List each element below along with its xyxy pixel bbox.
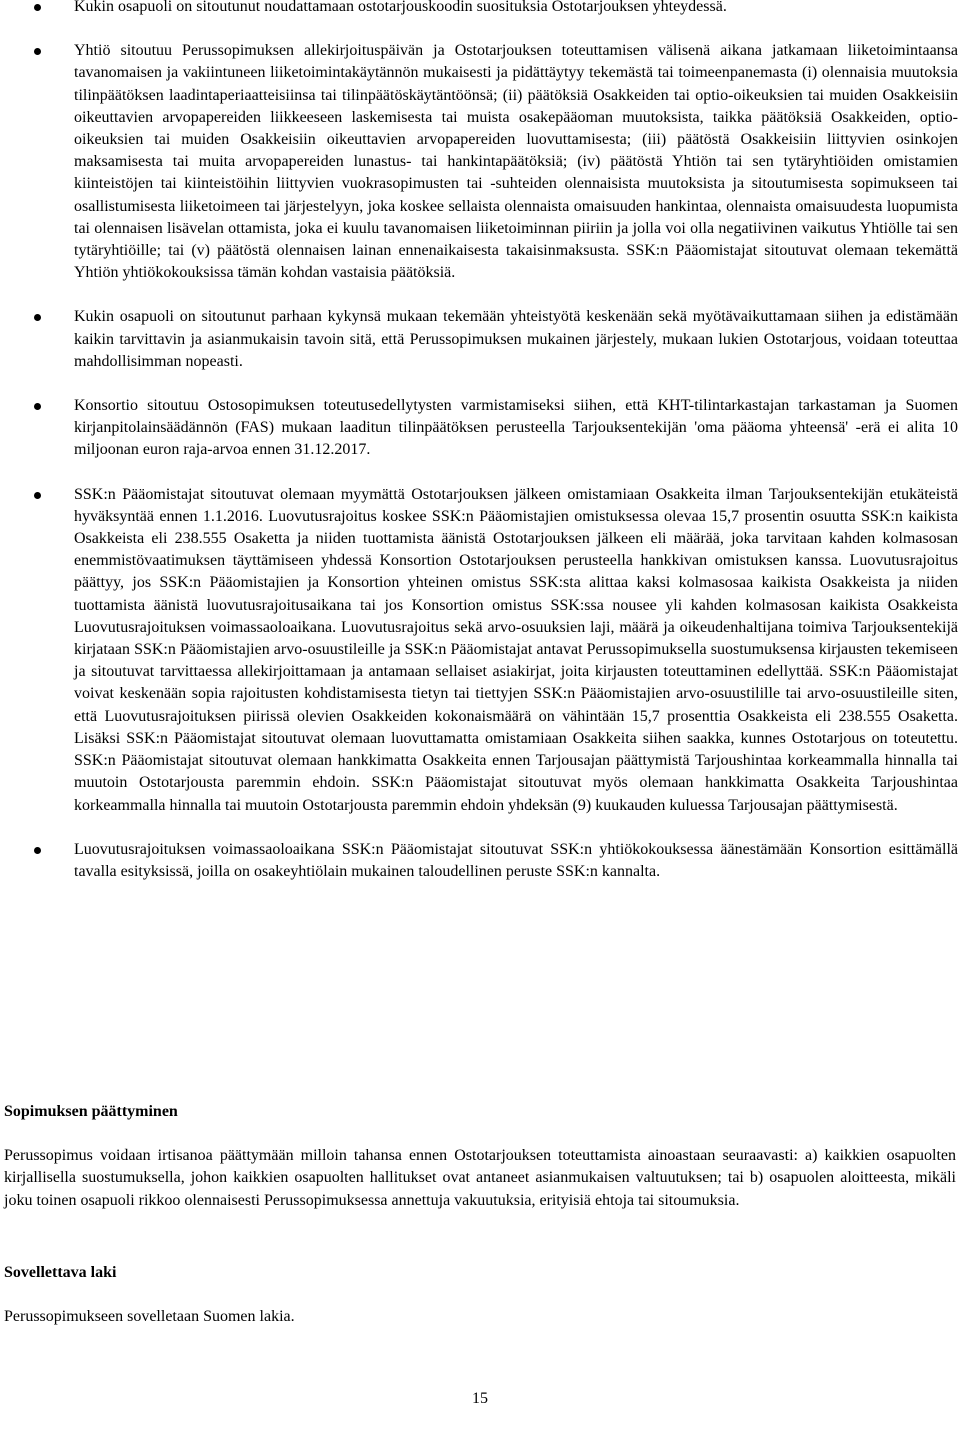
section-governing-law [4,1262,956,1328]
bullet-dot-icon [34,847,41,854]
bullet-dot-icon [34,492,41,499]
bullet-item [0,306,960,373]
section-heading: Sovellettava laki [4,1264,117,1281]
bullet-text: Yhtiö sitoutuu Perussopimuksen allekirjoituspäivän ja Ostotarjouksen toteuttamisen välisenä aikana jatkamaan liiketoimintaansa tavanomaisen ja vakiintuneen liiketoimintakäytännön mukaisesti ja pidättäytyy tekemästä tai toimeenpanemasta (i) olennaisia muutoksia tilinpäätöksen laadintaperiaatteisiinsa tai tilinpäätöskäytäntöönsä; (ii) päätöksiä Osakkeiden tai optio-oikeuksien tai muiden Osakkeisiin oikeuttavien arvopapereiden liikkeeseen laskemisesta tai muista osakepääoman muutoksista, taikka päätöksiä Osakkeiden, optio-oikeuksien tai muiden Osakkeisiin oikeuttavien arvopapereiden luovuttamisesta; (iii) päätöstä Osakkeisiin liittyvien osinkojen maksamisesta tai muita arvopapereiden lunastus- tai hankintapäätöksiä; (iv) päätöstä Yhtiön tai sen tytäryhtiöiden omistamien kiinteistöjen tai kiinteistöihin liittyvien vuokrasopimusten tai -suhteiden olennaisista muutoksista ja sitoutumisesta sopimukseen tai osallistumisesta liiketoimeen tai järjestelyyn, joka koskee sellaista olennaista omaisuuden hankintaa, olennaista omaisuudesta luopumista tai olennaisen lisävelan ottamista, joka ei kuulu tavanomaisen liiketoiminnan piiriin ja jolla voi olla negatiivinen vaikutus Yhtiölle tai sen tytäryhtiöille; tai (v) päätöstä olennaisen lainan ennenaikaisesta takaisinmaksusta. SSK:n Pääomistajat sitoutuvat olemaan tekemättä Yhtiön yhtiökokouksissa tämän kohdan vastaisia päätöksiä. [74,42,958,282]
bullet-text: Luovutusrajoituksen voimassaoloaikana SSK:n Pääomistajat sitoutuvat SSK:n yhtiökokouksessa äänestämään Konsortion esittämällä tavalla esityksissä, joilla on osakeyhtiölain mukainen taloudellinen peruste SSK:n kannalta. [74,840,958,880]
bullet-dot-icon [34,4,41,11]
bullet-item [0,395,960,462]
bullet-item [0,484,960,817]
section-paragraph: Perussopimukseen sovelletaan Suomen lakia. [4,1308,295,1326]
bullet-dot-icon [34,403,41,410]
bullet-item [0,839,960,883]
bullet-text: SSK:n Pääomistajat sitoutuvat olemaan myymättä Ostotarjouksen jälkeen omistamiaan Osakkeita ilman Tarjouksentekijän etukäteistä hyväksyntää ennen 1.1.2016. Luovutusrajoitus koskee SSK:n Pääomistajien omistuksessa olevaa 15,7 prosentin osuutta SSK:n kaikista Osakkeista eli 238.555 Osaketta ja niiden tuottamista äänistä Ostotarjouksen jälkeen eli määrää, joka tarvitaan kahden kolmasosan enemmistövaatimuksen täyttämiseen yhdessä Konsortion Ostotarjouksen perusteella hankkivan omistuksen kanssa. Luovutusrajoitus päättyy, jos SSK:n Pääomistajien ja Konsortion yhteinen omistus SSK:sta alittaa kaksi kolmasosaa kaikista Osakkeista ja niiden tuottamista äänistä luovutusrajoitusaikana tai jos Konsortion omistus SSK:ssa nousee yli kahden kolmasosan kaikista Osakkeista Luovutusrajoituksen voimassaoloaikana. Luovutusrajoitus sekä arvo-osuuksien laji, määrä ja oikeudenhaltijana toimiva Tarjouksentekijä kirjataan SSK:n Pääomistajien arvo-osuustileille ja SSK:n Pääomistajat antavat Perussopimuksella suostumuksensa kirjausten tekemiseen ja sitoutuvat tarvittaessa allekirjoittamaan ja antamaan sellaiset asiakirjat, joita kirjausten toteuttaminen edellyttää. SSK:n Pääomistajat voivat keskenään sopia rajoitusten kohdistamisesta tietyn tai tiettyjen SSK:n Pääomistajien arvo-osuustilille tai arvo-osuustileille siten, että Luovutusrajoituksen piirissä olevien Osakkeiden kokonaismäärä on vähintään 15,7 prosenttia Osakkeista eli 238.555 Osaketta. Lisäksi SSK:n Pääomistajat sitoutuvat olemaan luovuttamatta omistamiaan Osakkeita siihen saakka, kunnes Ostotarjous on toteutettu. SSK:n Pääomistajat sitoutuvat olemaan hankkimatta Osakkeita ennen Tarjousajan päättymistä Tarjoushintaa korkeammalla hinnalla tai muutoin Ostotarjousta paremmin ehdoin. SSK:n Pääomistajat sitoutuvat myös olemaan hankkimatta Osakkeita Tarjoushintaa korkeammalla hinnalla tai muutoin Ostotarjousta paremmin ehdoin yhdeksän (9) kuukauden kuluessa Tarjousajan päättymisestä. [74,485,958,814]
section-paragraph: Perussopimus voidaan irtisanoa päättymään milloin tahansa ennen Ostotarjouksen toteuttamista ainoastaan seuraavasti: a) kaikkien osapuolten kirjallisella suostumuksella, johon kaikkien osapuolten hallitukset ovat antaneet asianmukaisen valtuutuksen; tai b) osapuolen aloitteesta, mikäli joku toinen osapuoli rikkoo olennaisesti Perussopimuksessa annettuja vakuutuksia, erityisiä ehtoja tai sitoumuksia. [4,1147,956,1209]
page-number: 15 [472,1390,488,1407]
bullet-dot-icon [34,48,41,55]
bullet-dot-icon [34,314,41,321]
section-heading: Sopimuksen päättyminen [4,1103,178,1120]
bullet-text: Konsortio sitoutuu Ostosopimuksen toteutusedellytysten varmistamiseksi siihen, että KHT-tilintarkastajan tarkastaman ja Suomen kirjanpitolainsäädännön (FAS) mukaan laaditun tilinpäätöksen perusteella Tarjouksentekijän 'oma pääoma yhteensä' -erä ei alita 10 miljoonan euron raja-arvoa ennen 31.12.2017. [74,397,958,459]
bullet-text: Kukin osapuoli on sitoutunut parhaan kykynsä mukaan tekemään yhteistyötä keskenään sekä myötävaikuttamaan siihen ja edistämään kaikin tarvittavin ja asianmukaisin tavoin sitä, että Perussopimuksen mukainen järjestely, mukaan lukien Ostotarjous, voidaan toteuttaa mahdollisimman nopeasti. [74,308,958,370]
section-termination [4,1101,956,1212]
bullet-item [0,40,960,284]
bullet-text: Kukin osapuoli on sitoutunut noudattamaan ostotarjouskoodin suosituksia Ostotarjouksen yhteydessä. [74,0,727,15]
bullet-item [0,0,960,18]
